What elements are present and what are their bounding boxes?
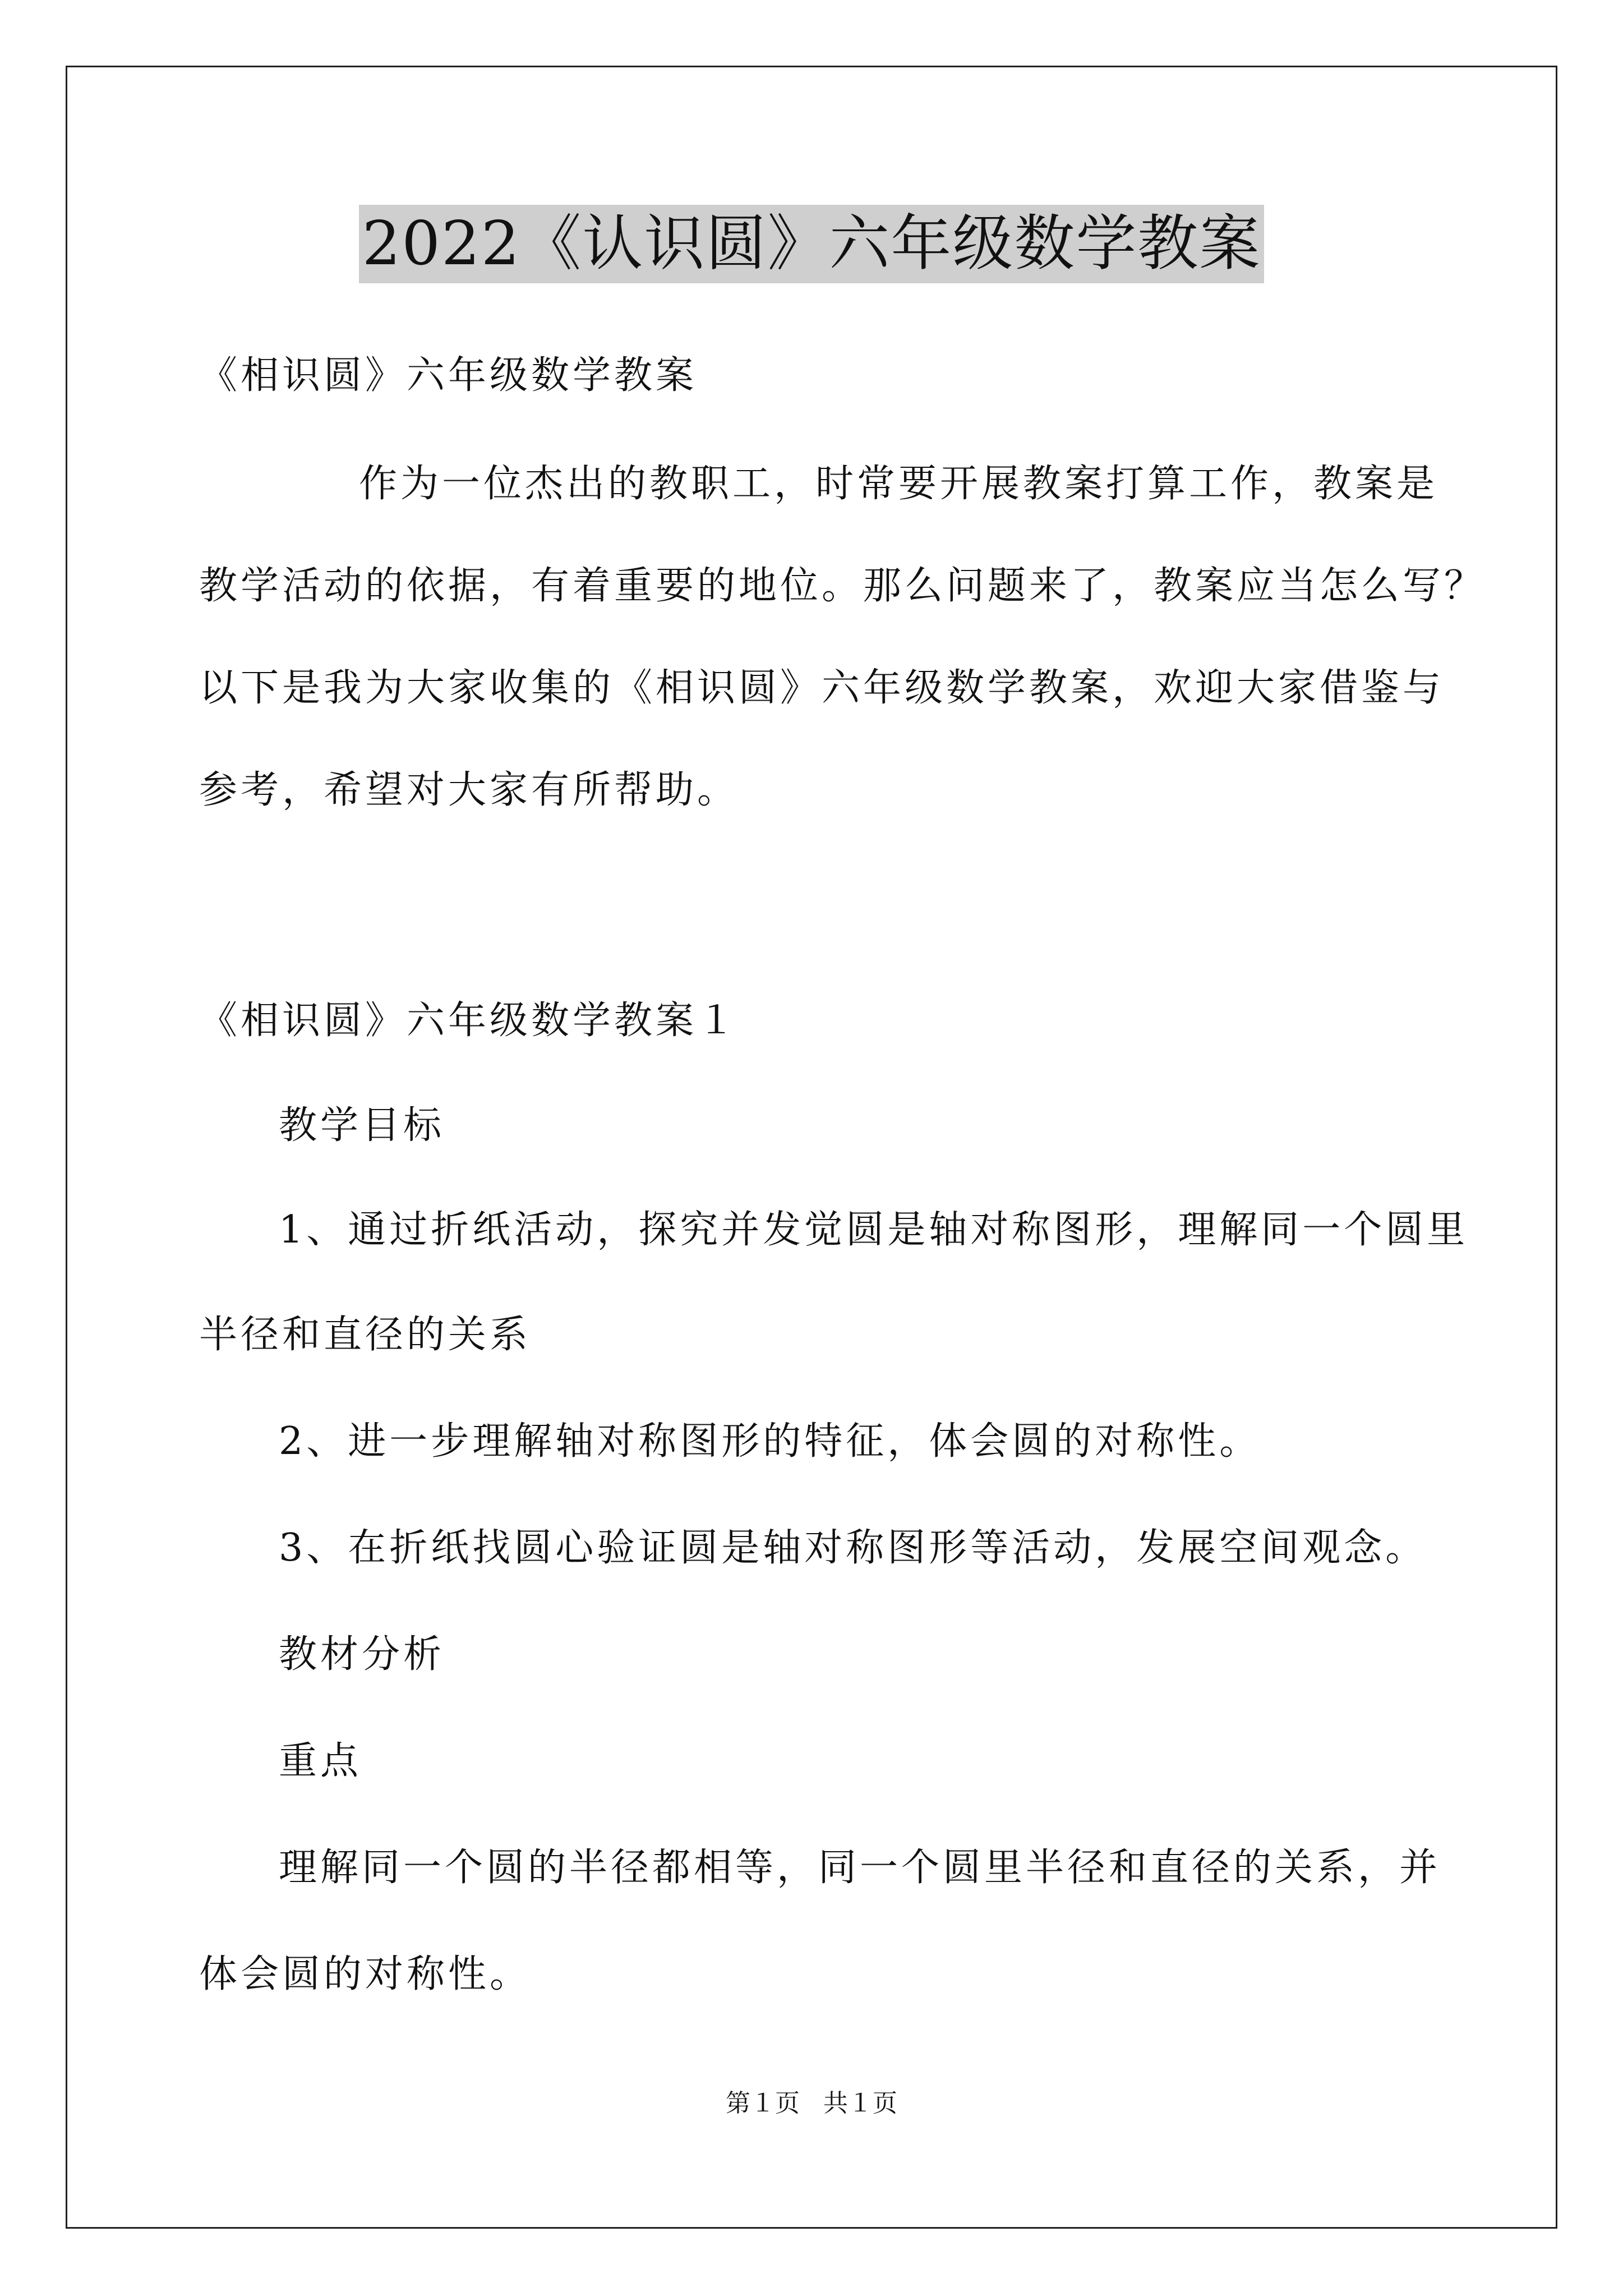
key-point-heading: 重点	[279, 1739, 362, 1783]
goal-1-line-2: 半径和直径的关系	[199, 1313, 532, 1357]
intro-line-1: 作为一位杰出的教职工，时常要开展教案打算工作，教案是	[359, 462, 1438, 506]
page-footer	[0, 2087, 1623, 2120]
section-heading: 《相识圆》六年级数学教案１	[199, 999, 739, 1043]
key-point-line-1: 理解同一个圆的半径都相等，同一个圆里半径和直径的关系，并	[279, 1846, 1441, 1890]
intro-line-2: 教学活动的依据，有着重要的地位。那么问题来了，教案应当怎么写？	[199, 564, 1486, 608]
key-point-line-2: 体会圆的对称性。	[199, 1952, 532, 1996]
goal-1-line-1: 1、通过折纸活动，探究并发觉圆是轴对称图形，理解同一个圆里	[279, 1208, 1469, 1252]
intro-line-3: 以下是我为大家收集的《相识圆》六年级数学教案，欢迎大家借鉴与	[199, 666, 1445, 710]
page-total: 共１页	[823, 2089, 897, 2118]
goal-2-line: 2、进一步理解轴对称图形的特征，体会圆的对称性。	[279, 1419, 1261, 1464]
subtitle-line: 《相识圆》六年级数学教案	[199, 353, 698, 398]
title-container	[0, 205, 1623, 283]
goal-3-line: 3、在折纸找圆心验证圆是轴对称图形等活动，发展空间观念。	[279, 1526, 1427, 1570]
intro-line-4: 参考，希望对大家有所帮助。	[199, 768, 739, 812]
material-analysis-heading: 教材分析	[279, 1632, 445, 1677]
document-title: 2022《认识圆》六年级数学教案	[359, 205, 1265, 283]
page-current: 第１页	[726, 2089, 800, 2118]
teaching-goal-heading: 教学目标	[279, 1103, 445, 1148]
